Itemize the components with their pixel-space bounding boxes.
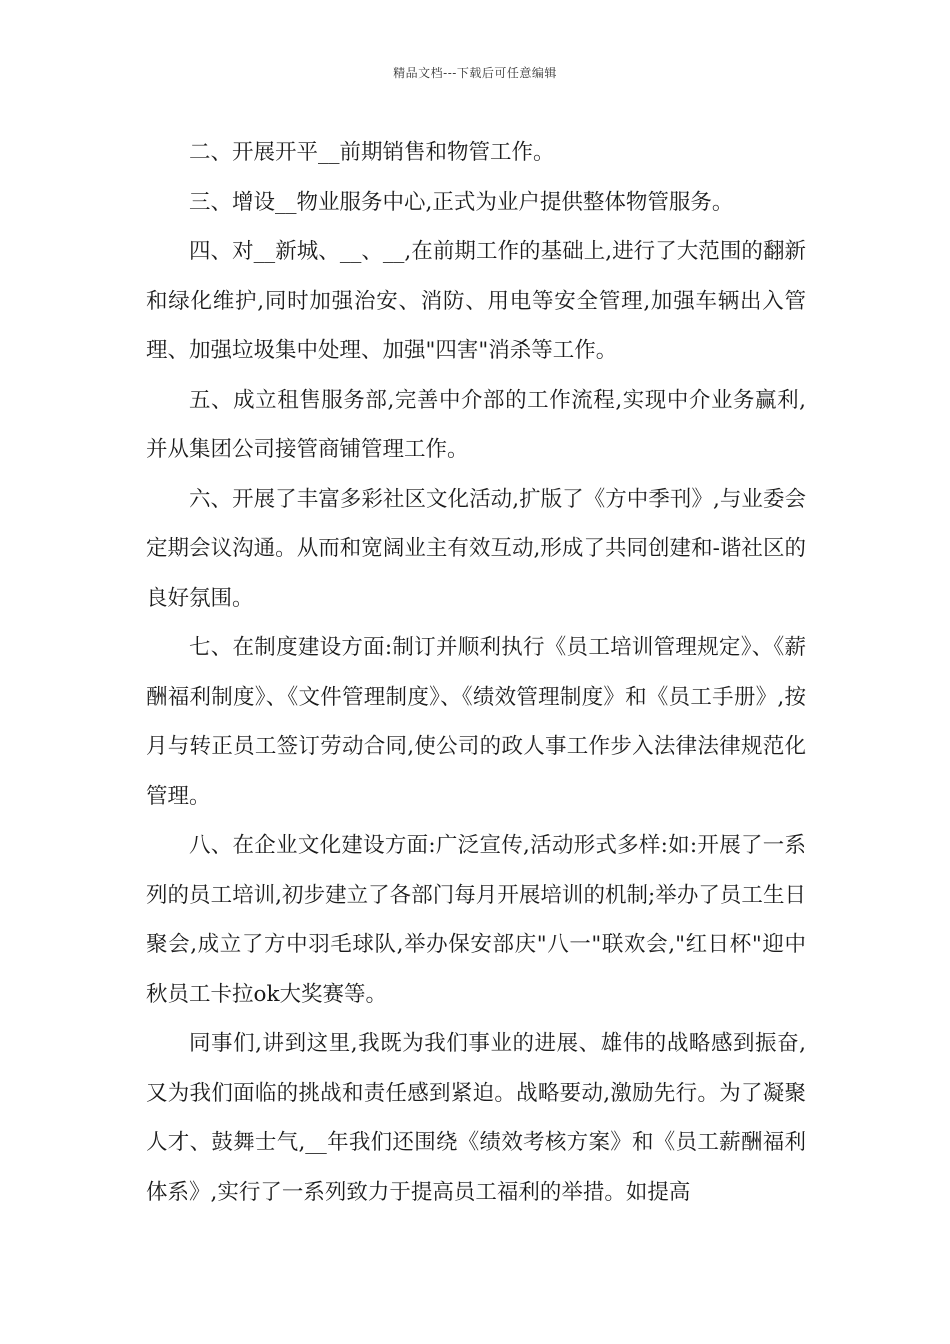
paragraph-5: 五、成立租售服务部,完善中介部的工作流程,实现中介业务赢利,并从集团公司接管商铺管理工作。 [146,387,806,462]
paragraph-6: 六、开展了丰富多彩社区文化活动,扩版了《方中季刊》,与业委会定期会议沟通。从而和宽阔业主有效互动,形成了共同创建和-谐社区的良好氛围。 [146,486,806,611]
paragraph-colleagues: 同事们,讲到这里,我既为我们事业的进展、雄伟的战略感到振奋,又为我们面临的挑战和责任感到紧迫。战略要动,激励先行。为了凝聚人才、鼓舞士气,__年我们还围绕《绩效考核方案》和《员工薪酬福利体系》,实行了一系列致力于提高员工福利的举措。如提高 [146,1031,806,1205]
paragraph-2: 二、开展开平__前期销售和物管工作。 [189,140,555,165]
paragraph-8: 八、在企业文化建设方面:广泛宣传,活动形式多样:如:开展了一系列的员工培训,初步建立了各部门每月开展培训的机制;举办了员工生日聚会,成立了方中羽毛球队,举办保安部庆"八一"联欢会,"红日杯"迎中秋员工卡拉ok大奖赛等。 [146,833,806,1007]
paragraph-4: 四、对__新城、__、__,在前期工作的基础上,进行了大范围的翻新和绿化维护,同时加强治安、消防、用电等安全管理,加强车辆出入管理、加强垃圾集中处理、加强"四害"消杀等工作。 [146,239,806,363]
paragraph-7: 七、在制度建设方面:制订并顺利执行《员工培训管理规定》、《薪酬福利制度》、《文件管理制度》、《绩效管理制度》和《员工手册》,按月与转正员工签订劳动合同,使公司的政人事工作步入法律法律规范化管理。 [146,635,806,809]
document-body [146,128,806,1217]
paragraph-3: 三、增设__物业服务中心,正式为业户提供整体物管服务。 [189,189,734,215]
page-header: 精品文档---下载后可任意编辑 [393,66,557,80]
